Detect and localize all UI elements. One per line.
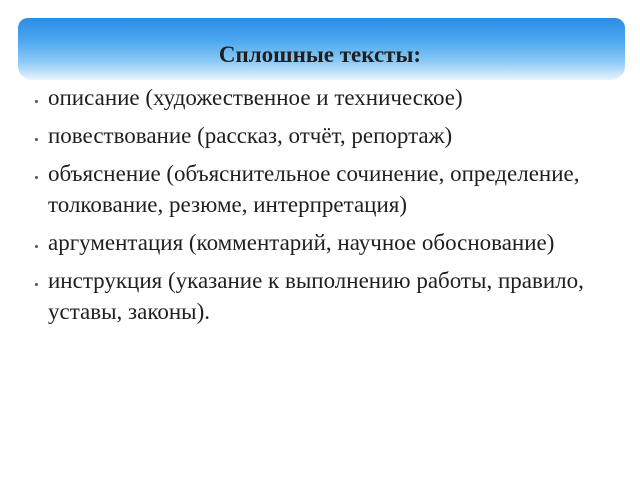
list-item bbox=[48, 265, 623, 327]
bullet-dot-icon bbox=[35, 100, 38, 103]
list-item bbox=[48, 82, 623, 113]
list-item-text: инструкция (указание к выполнению работы, правило, уставы, законы). bbox=[48, 268, 584, 324]
list-item-text: аргументация (комментарий, научное обоснование) bbox=[48, 230, 555, 255]
bullet-dot-icon bbox=[35, 283, 38, 286]
list-item bbox=[48, 120, 623, 151]
bullet-dot-icon bbox=[35, 138, 38, 141]
list-item-text: повествование (рассказ, отчёт, репортаж) bbox=[48, 123, 453, 148]
bullet-dot-icon bbox=[35, 176, 38, 179]
bullet-dot-icon bbox=[35, 245, 38, 248]
slide-title: Сплошные тексты: bbox=[218, 42, 422, 67]
list-item bbox=[48, 158, 623, 220]
list-item-text: описание (художественное и техническое) bbox=[48, 85, 463, 110]
list-item bbox=[48, 227, 623, 258]
list-item-text: объяснение (объяснительное сочинение, определение, толкование, резюме, интерпретация) bbox=[48, 161, 580, 217]
bullet-list bbox=[48, 82, 623, 327]
